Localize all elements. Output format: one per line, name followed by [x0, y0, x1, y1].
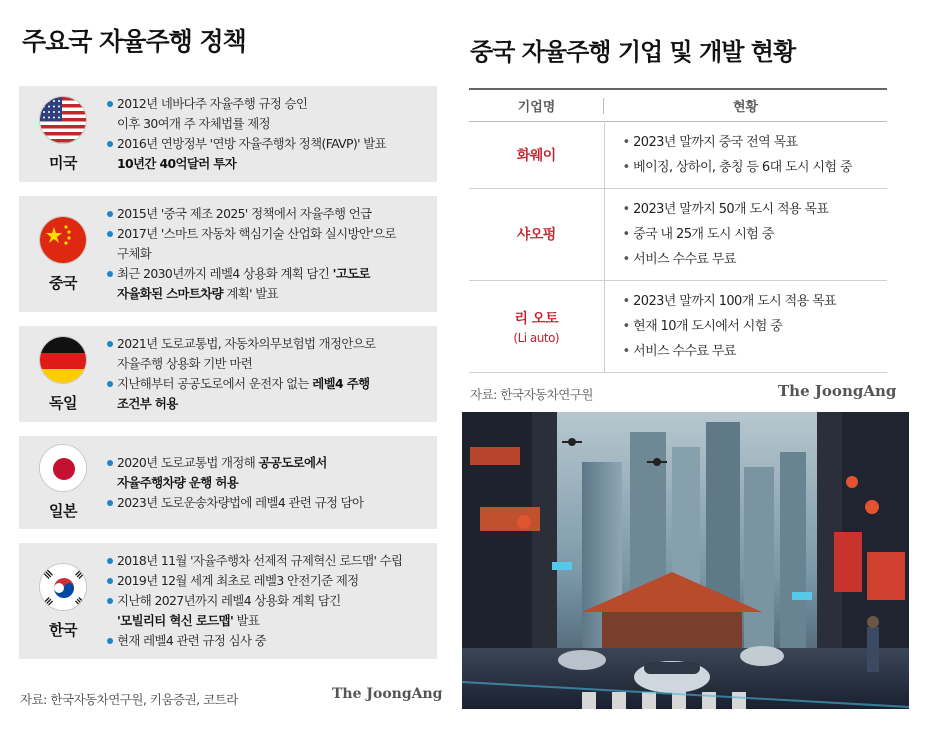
policy-text: 지난해부터 공공도로에서 운전자 없는	[117, 376, 313, 391]
policy-line	[107, 354, 431, 374]
policy-line	[107, 374, 431, 394]
policy-highlight: 자율주행차량 운행 허용	[117, 474, 239, 490]
policy-text: 2012년 네바다주 자율주행 규정 승인	[117, 96, 308, 111]
china-flag-icon	[39, 216, 87, 264]
policy-line	[107, 154, 431, 174]
company-name: 리 오토	[514, 310, 558, 327]
policy-line	[107, 571, 431, 591]
policy-text: 지난해 2027년까지 레벨4 상용화 계획 담긴	[117, 593, 341, 608]
left-source: 자료: 한국자동차연구원, 키움증권, 코트라	[20, 692, 238, 707]
company-name-cell	[469, 280, 604, 372]
right-brand-logo: The JoongAng	[778, 382, 897, 400]
country-name: 미국	[49, 153, 77, 172]
policy-highlight: 자율화된 스마트차량	[117, 286, 224, 301]
policy-line	[107, 134, 431, 154]
status-line: • 2023년 말까지 중국 전역 목표	[623, 130, 888, 155]
status-line: • 서비스 수수료 무료	[623, 339, 888, 364]
flag-column	[19, 563, 107, 640]
company-name-cell	[469, 188, 604, 280]
country-card	[19, 543, 437, 659]
table-row	[469, 280, 887, 372]
table-row	[469, 188, 887, 280]
policy-text: 현재 레벨4 관련 규정 심사 중	[117, 633, 267, 648]
status-line: • 현재 10개 도시에서 시험 중	[623, 314, 888, 339]
left-brand-logo: The JoongAng	[332, 686, 443, 702]
country-card	[19, 86, 437, 182]
policy-line	[107, 204, 431, 224]
company-status-cell	[604, 188, 887, 280]
right-title: 중국 자율주행 기업 및 개발 현황	[470, 38, 796, 66]
policy-line	[107, 334, 431, 354]
header-status: 현황	[732, 99, 759, 115]
policy-text: 이후 30여개 주 자체법률 제정	[117, 116, 270, 131]
policy-text: 2016년 연방정부 '연방 자율주행차 정책(FAVP)' 발표	[117, 136, 387, 151]
header-company: 기업명	[469, 89, 604, 121]
japan-flag-icon	[39, 444, 87, 492]
policy-text: 2020년 도로교통법 개정해	[117, 454, 259, 470]
policy-line	[107, 493, 431, 513]
policy-line	[107, 453, 431, 473]
policy-highlight: 10년간 40억달러 투자	[117, 156, 237, 171]
right-source: 자료: 한국자동차연구원	[470, 387, 593, 402]
policy-highlight: '고도로	[332, 266, 370, 281]
flag-column	[19, 336, 107, 413]
policy-text: 2018년 11월 '자율주행차 선제적 규제혁신 로드맵' 수립	[117, 553, 403, 568]
table-header	[469, 89, 887, 121]
table-row	[469, 121, 887, 188]
korea-flag-icon	[39, 563, 87, 611]
status-line: • 2023년 말까지 50개 도시 적용 목표	[623, 197, 888, 222]
policy-line	[107, 591, 431, 611]
policy-line	[107, 631, 431, 651]
flag-column	[19, 96, 107, 173]
city-illustration	[462, 412, 909, 709]
policy-line	[107, 114, 431, 134]
policy-highlight: '모빌리티 혁신 로드맵'	[117, 613, 234, 628]
policy-text: 최근 2030년까지 레벨4 상용화 계획 담긴	[117, 266, 333, 281]
policy-line	[107, 611, 431, 631]
status-line: • 베이징, 상하이, 충칭 등 6대 도시 시험 중	[623, 155, 888, 180]
policy-text: 2019년 12월 세계 최초로 레벨3 안전기준 제정	[117, 573, 359, 588]
country-name: 일본	[49, 502, 77, 520]
policy-line	[107, 224, 431, 244]
policy-text: 자율주행 상용화 기반 마련	[117, 356, 253, 371]
germany-flag-icon	[39, 336, 87, 384]
policy-line	[107, 244, 431, 264]
policy-line	[107, 551, 431, 571]
flag-column	[19, 444, 107, 521]
country-name: 한국	[49, 620, 77, 639]
company-english-name: (Li auto)	[513, 330, 560, 345]
country-name: 중국	[49, 273, 77, 292]
policy-highlight: 조건부 허용	[117, 396, 178, 411]
country-card	[19, 196, 437, 312]
policy-bullets	[107, 334, 431, 414]
company-status-cell	[604, 280, 887, 372]
company-table	[469, 88, 887, 373]
status-line: • 중국 내 25개 도시 시험 중	[623, 222, 888, 247]
country-card	[19, 436, 437, 529]
country-card	[19, 326, 437, 422]
status-line: • 2023년 말까지 100개 도시 적용 목표	[623, 289, 888, 314]
policy-line	[107, 94, 431, 114]
policy-text: 2015년 '중국 제조 2025' 정책에서 자율주행 언급	[117, 206, 372, 221]
us-flag-icon	[39, 96, 87, 144]
policy-text-after: 계획' 발표	[223, 286, 279, 301]
policy-bullets	[107, 453, 431, 513]
autonomous-city-image	[462, 412, 909, 709]
policy-text-after: 발표	[233, 613, 260, 628]
company-name: 샤오펑	[516, 227, 556, 243]
company-name: 화웨이	[516, 147, 556, 164]
policy-line	[107, 264, 431, 284]
policy-text: 구체화	[117, 246, 152, 261]
left-title: 주요국 자율주행 정책	[22, 27, 246, 56]
policy-line	[107, 394, 431, 414]
policy-line	[107, 473, 431, 493]
country-name: 독일	[49, 393, 77, 412]
status-line: • 서비스 수수료 무료	[623, 247, 888, 272]
company-name-cell	[469, 121, 604, 188]
policy-line	[107, 284, 431, 304]
flag-column	[19, 216, 107, 293]
policy-text: 2021년 도로교통법, 자동차의무보험법 개정안으로	[117, 336, 376, 351]
company-status-cell	[604, 121, 887, 188]
policy-text: 2017년 '스마트 자동차 핵심기술 산업화 실시방안'으로	[117, 226, 396, 241]
policy-bullets	[107, 94, 431, 174]
policy-bullets	[107, 204, 431, 304]
policy-bullets	[107, 551, 431, 651]
policy-highlight: 레벨4 주행	[312, 376, 370, 391]
country-policy-list	[19, 86, 437, 673]
policy-highlight: 공공도로에서	[258, 454, 327, 470]
policy-text: 2023년 도로운송차량법에 레벨4 관련 규정 담아	[117, 494, 364, 510]
